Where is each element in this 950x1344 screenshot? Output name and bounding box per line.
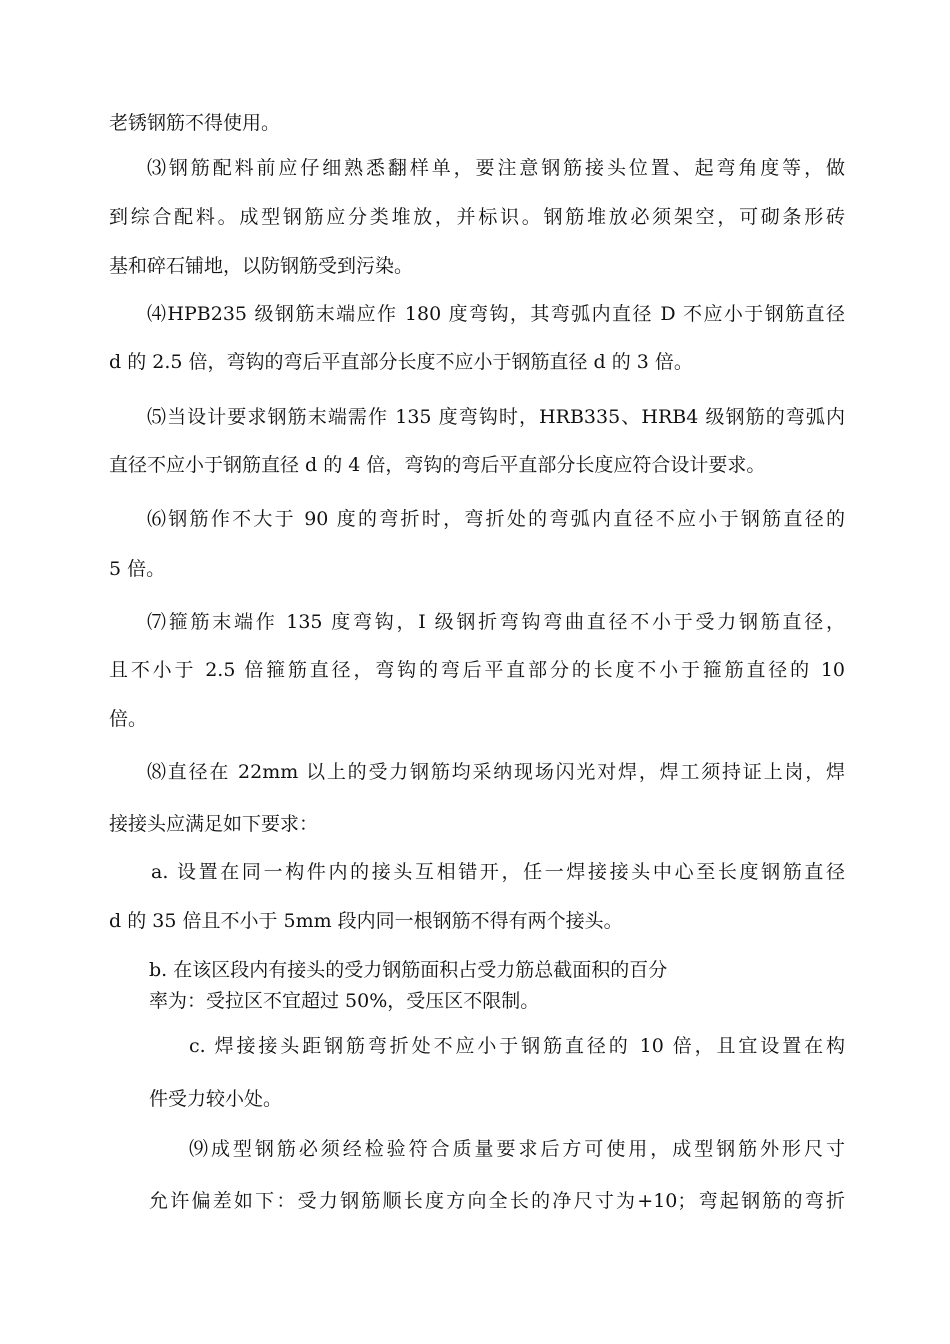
text-line: ⑼成型钢筋必须经检验符合质量要求后方可使用，成型钢筋外形尺寸 bbox=[189, 1138, 845, 1160]
text-line: ⑹钢筋作不大于 90 度的弯折时，弯折处的弯弧内直径不应小于钢筋直径的 bbox=[147, 508, 845, 530]
text-line: 件受力较小处。 bbox=[149, 1088, 283, 1110]
text-line: 允许偏差如下：受力钢筋顺长度方向全长的净尺寸为+10；弯起钢筋的弯折 bbox=[149, 1190, 845, 1212]
text-line: b. 在该区段内有接头的受力钢筋面积占受力筋总截面积的百分 bbox=[149, 959, 668, 981]
text-line: 率为：受拉区不宜超过 50%，受压区不限制。 bbox=[149, 990, 540, 1012]
text-line: 倍。 bbox=[109, 708, 148, 730]
text-line: c. 焊接接头距钢筋弯折处不应小于钢筋直径的 10 倍，且宜设置在构 bbox=[189, 1035, 845, 1057]
text-line: 直径不应小于钢筋直径 d 的 4 倍，弯钩的弯后平直部分长度应符合设计要求。 bbox=[109, 454, 766, 476]
text-line: d 的 35 倍且不小于 5mm 段内同一根钢筋不得有两个接头。 bbox=[109, 910, 623, 932]
text-line: a. 设置在同一构件内的接头互相错开，任一焊接接头中心至长度钢筋直径 bbox=[151, 861, 845, 883]
text-line: ⑻直径在 22mm 以上的受力钢筋均采纳现场闪光对焊，焊工须持证上岗，焊 bbox=[147, 761, 845, 783]
text-line: ⑶钢筋配料前应仔细熟悉翻样单，要注意钢筋接头位置、起弯角度等，做 bbox=[147, 157, 845, 179]
text-line: ⑸当设计要求钢筋末端需作 135 度弯钩时，HRB335、HRB4 级钢筋的弯弧内 bbox=[147, 406, 845, 428]
text-line: 老锈钢筋不得使用。 bbox=[109, 112, 281, 134]
text-line: 且不小于 2.5 倍箍筋直径，弯钩的弯后平直部分的长度不小于箍筋直径的 10 bbox=[109, 659, 845, 681]
text-line: ⑺箍筋末端作 135 度弯钩，I 级钢折弯钩弯曲直径不小于受力钢筋直径， bbox=[147, 611, 845, 633]
text-line: d 的 2.5 倍，弯钩的弯后平直部分长度不应小于钢筋直径 d 的 3 倍。 bbox=[109, 351, 693, 373]
text-line: 基和碎石铺地，以防钢筋受到污染。 bbox=[109, 255, 414, 277]
text-line: ⑷HPB235 级钢筋末端应作 180 度弯钩，其弯弧内直径 D 不应小于钢筋直径 bbox=[147, 303, 845, 325]
text-line: 接接头应满足如下要求： bbox=[109, 813, 319, 835]
text-line: 到综合配料。成型钢筋应分类堆放，并标识。钢筋堆放必须架空，可砌条形砖 bbox=[109, 206, 845, 228]
text-line: 5 倍。 bbox=[109, 558, 166, 580]
